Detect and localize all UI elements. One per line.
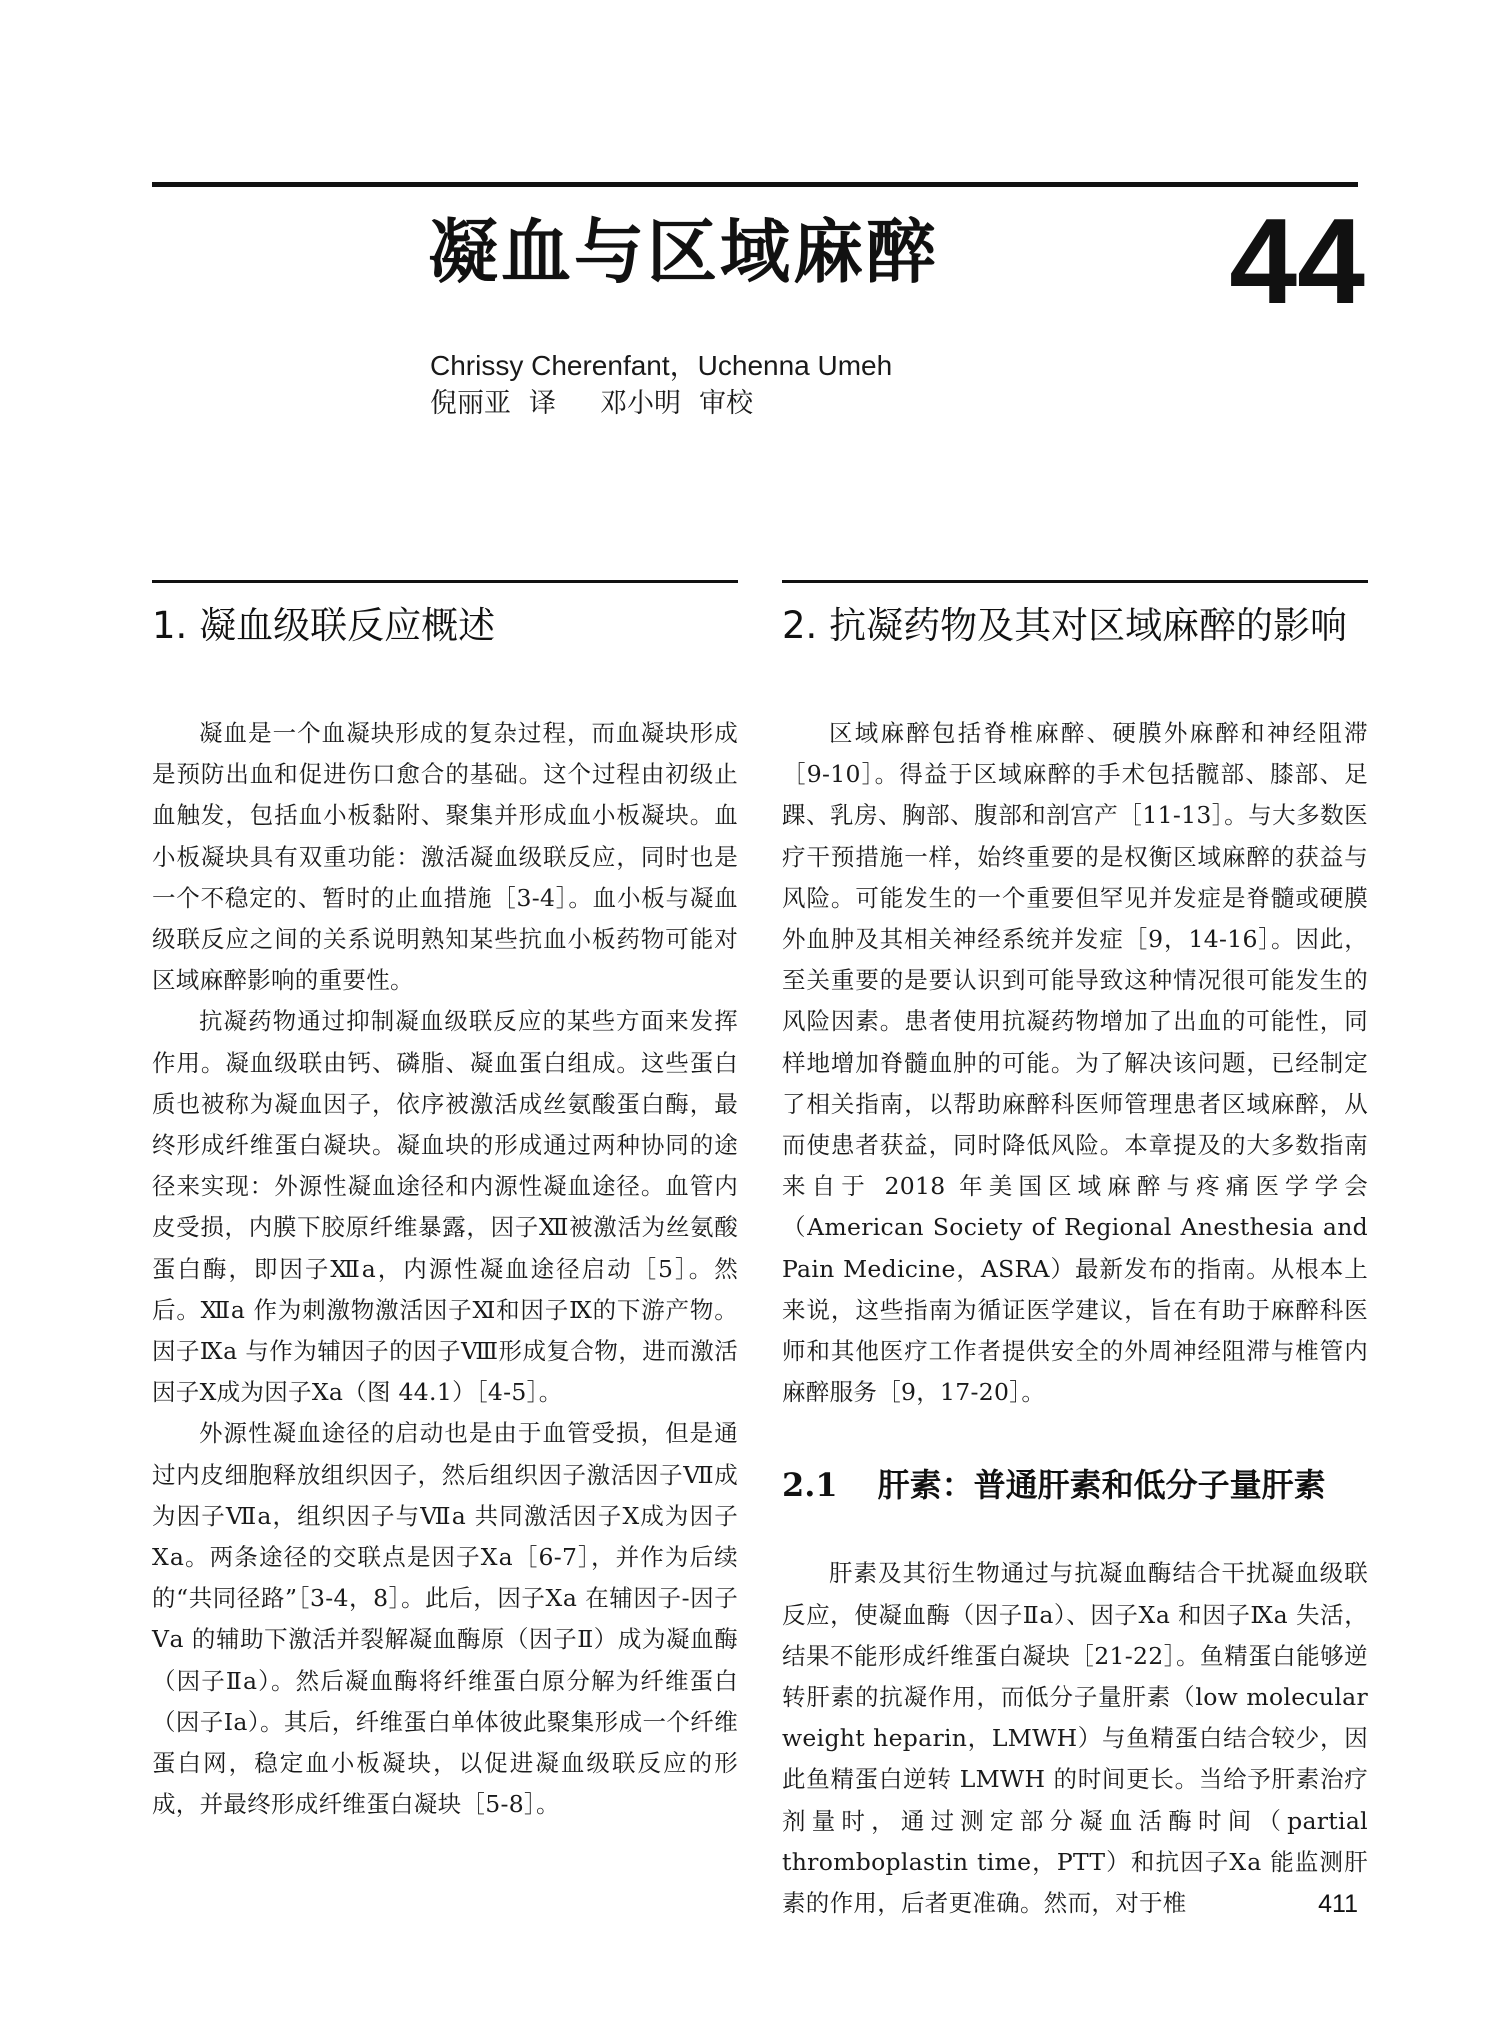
- reviewer-name: 邓小明: [600, 388, 681, 419]
- paragraph: 肝素及其衍生物通过与抗凝血酶结合干扰凝血级联反应，使凝血酶（因子Ⅱa）、因子Ⅹa 和因子Ⅸa 失活，结果不能形成纤维蛋白凝块［21-22］。鱼精蛋白能够逆转肝素的抗凝作用，而低分子量肝素（low molecular weight heparin，LMWH）与鱼精蛋白结合较少，因此鱼精蛋白逆转 LMWH 的时间更长。当给予肝素治疗剂量时，通过测定部分凝血活酶时间（partial thromboplastin time，PTT）和抗因子Ⅹa 能监测肝素的作用，后者更准确。然而，对于椎: [782, 1559, 1368, 1918]
- translator-role: 译: [529, 388, 556, 419]
- paragraph: 凝血是一个血凝块形成的复杂过程，而血凝块形成是预防出血和促进伤口愈合的基础。这个过程由初级止血触发，包括血小板黏附、聚集并形成血小板凝块。血小板凝块具有双重功能：激活凝血级联反应，同时也是一个不稳定的、暂时的止血措施［3-4］。血小板与凝血级联反应之间的关系说明熟知某些抗血小板药物可能对区域麻醉影响的重要性。: [152, 719, 738, 995]
- section-2-title: 2. 抗凝药物及其对区域麻醉的影响: [782, 604, 1348, 647]
- paragraph: 区域麻醉包括脊椎麻醉、硬膜外麻醉和神经阻滞［9-10］。得益于区域麻醉的手术包括髋部、膝部、足踝、乳房、胸部、腹部和剖宫产［11-13］。与大多数医疗干预措施一样，始终重要的是权衡区域麻醉的获益与风险。可能发生的一个重要但罕见并发症是脊髓或硬膜外血肿及其相关神经系统并发症［9，14-16］。因此，至关重要的是要认识到可能导致这种情况很可能发生的风险因素。患者使用抗凝药物增加了出血的可能性，同样地增加脊髓血肿的可能。为了解决该问题，已经制定了相关指南，以帮助麻醉科医师管理患者区域麻醉，从而使患者获益，同时降低风险。本章提及的大多数指南来自于 2018 年美国区域麻醉与疼痛医学学会（American Society of Regional Anesthesia and Pain Medicine，ASRA）最新发布的指南。从根本上来说，这些指南为循证医学建议，旨在有助于麻醉科医师和其他医疗工作者提供安全的外周神经阻滞与椎管内麻醉服务［9，17-20］。: [782, 719, 1368, 1407]
- section-rule: [152, 580, 738, 583]
- translator-name: 倪丽亚: [430, 388, 511, 419]
- subsection-2-1-title: [782, 1463, 1368, 1507]
- page-number: 411: [1318, 1890, 1358, 1918]
- subsection-number: 2.1: [782, 1466, 838, 1505]
- section-rule: [782, 580, 1368, 583]
- left-column: [152, 580, 738, 1825]
- reviewer-role: 审校: [699, 388, 753, 419]
- subsection-2-1-body: [782, 1553, 1368, 1924]
- section-1-body: [152, 713, 738, 1825]
- right-column: [782, 580, 1368, 1924]
- translators-line: [430, 386, 753, 422]
- paragraph: 外源性凝血途径的启动也是由于血管受损，但是通过内皮细胞释放组织因子，然后组织因子激活因子Ⅶ成为因子Ⅶa，组织因子与Ⅶa 共同激活因子Ⅹ成为因子Ⅹa。两条途径的交联点是因子Ⅹa［6-7］，并作为后续的“共同径路”［3-4，8］。此后，因子Ⅹa 在辅因子-因子Ⅴa 的辅助下激活并裂解凝血酶原（因子Ⅱ）成为凝血酶（因子Ⅱa）。然后凝血酶将纤维蛋白原分解为纤维蛋白（因子Ⅰa）。其后，纤维蛋白单体彼此聚集形成一个纤维蛋白网，稳定血小板凝块，以促进凝血级联反应的形成，并最终形成纤维蛋白凝块［5-8］。: [152, 1419, 738, 1819]
- chapter-title: 凝血与区域麻醉: [428, 210, 939, 293]
- paragraph: 抗凝药物通过抑制凝血级联反应的某些方面来发挥作用。凝血级联由钙、磷脂、凝血蛋白组成。这些蛋白质也被称为凝血因子，依序被激活成丝氨酸蛋白酶，最终形成纤维蛋白凝块。凝血块的形成通过两种协同的途径来实现：外源性凝血途径和内源性凝血途径。血管内皮受损，内膜下胶原纤维暴露，因子Ⅻ被激活为丝氨酸蛋白酶，即因子Ⅻa，内源性凝血途径启动［5］。然后。Ⅻa 作为刺激物激活因子Ⅺ和因子Ⅸ的下游产物。因子Ⅸa 与作为辅因子的因子Ⅷ形成复合物，进而激活因子Ⅹ成为因子Ⅹa（图 44.1）［4-5］。: [152, 1007, 738, 1407]
- section-1-title: 1. 凝血级联反应概述: [152, 604, 496, 647]
- authors: Chrissy Cherenfant，Uchenna Umeh: [430, 350, 893, 381]
- section-2-body: [782, 713, 1368, 1413]
- subsection-title-text: 肝素：普通肝素和低分子量肝素: [877, 1466, 1326, 1505]
- chapter-number: 44: [1229, 193, 1365, 329]
- top-rule: [152, 182, 1358, 187]
